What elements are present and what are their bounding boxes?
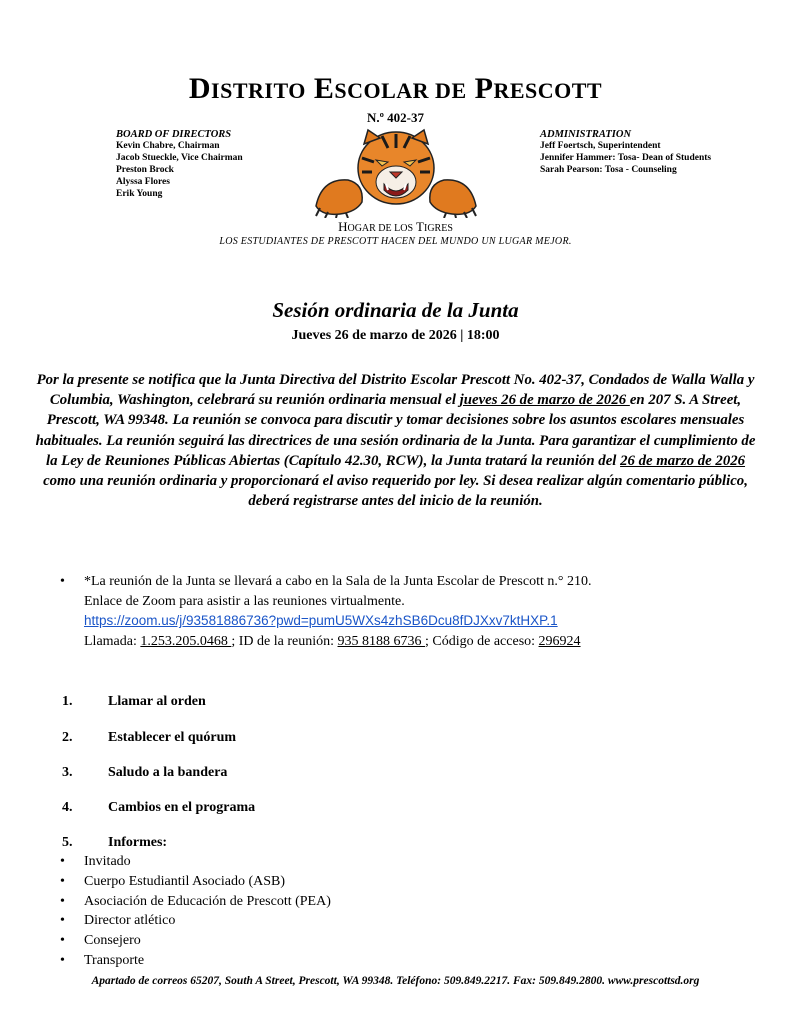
board-heading: BOARD OF DIRECTORS: [116, 129, 232, 140]
meeting-info: [60, 572, 760, 651]
agenda-item: 4. Cambios en el programa: [62, 800, 256, 815]
board-member: Jacob Stueckle, Vice Chairman: [116, 153, 243, 163]
board-member: Alyssa Flores: [116, 177, 170, 187]
tiger-logo-icon: [312, 128, 480, 218]
admin-member: Jeff Foertsch, Superintendent: [540, 141, 661, 151]
agenda-item: 2. Establecer el quórum: [62, 730, 237, 745]
list-item: • Consejero: [60, 931, 331, 951]
notice-date-1: jueves 26 de marzo de 2026: [459, 392, 630, 409]
session-title: Sesión ordinaria de la Junta: [272, 298, 519, 322]
zoom-link[interactable]: https://zoom.us/j/93581886736?pwd=pumU5WXs4zhSB6Dcu8fDJXxv7ktHXP.1: [84, 613, 558, 628]
footer-address: Apartado de correos 65207, South A Street, Prescott, WA 99348. Teléfono: 509.849.2217. Fax: 509.849.2800. www.prescottsd.org: [91, 975, 700, 987]
reports-list: [60, 852, 331, 971]
call-number[interactable]: 1.253.205.0468: [140, 633, 232, 649]
meeting-notice: Por la presente se notifica que la Junta Directiva del Distrito Escolar Prescott No. 402-37, Condados de Walla Walla y Columbia, Washington, celebrará su reunión ordinaria mensual el jueves 26 de marzo de 2026 en 207 S. A Street, Prescott, WA 99348. La reunión se convoca para discutir y tomar decisiones sobre los asuntos escolares mensuales habituales. La reunión seguirá las directrices de una sesión ordinaria de la Junta. Para garantizar el cumplimiento de la Ley de Reuniones Públicas Abiertas (Capítulo 42.30, RCW), la Junta tratará la reunión del 26 de marzo de 2026 como una reunión ordinaria y proporcionará el aviso requerido por ley. Si desea realizar algún comentario público, deberá registrarse antes del inicio de la reunión.: [35, 372, 756, 510]
district-number: N.º 402-37: [366, 110, 424, 125]
board-of-directors: [116, 129, 243, 200]
admin-member: Sarah Pearson: Tosa - Counseling: [540, 165, 677, 175]
admin-member: Jennifer Hammer: Tosa- Dean of Students: [540, 153, 712, 163]
school-motto: LOS ESTUDIANTES DE PRESCOTT HACEN DEL MUNDO UN LUGAR MEJOR.: [219, 236, 572, 247]
agenda-item: 5. Informes:: [62, 835, 168, 850]
home-of-tigers: HOGAR DE LOS TIGRES: [338, 219, 453, 234]
list-item: • Invitado: [60, 852, 331, 872]
district-title: DISTRITO ESCOLAR DE PRESCOTT: [188, 72, 603, 105]
session-date: Jueves 26 de marzo de 2026 | 18:00: [291, 328, 500, 343]
bullet: •: [60, 574, 65, 589]
admin-heading: ADMINISTRATION: [540, 129, 632, 140]
list-item: • Cuerpo Estudiantil Asociado (ASB): [60, 872, 331, 892]
list-item: • Asociación de Educación de Prescott (PEA): [60, 892, 331, 912]
board-member: Kevin Chabre, Chairman: [116, 141, 220, 151]
list-item: • Transporte: [60, 951, 331, 971]
meeting-id: 935 8188 6736: [337, 633, 426, 649]
board-member: Erik Young: [116, 189, 163, 199]
access-code: 296924: [538, 633, 581, 649]
zoom-text: Enlace de Zoom para asistir a las reuniones virtualmente.: [84, 593, 405, 609]
administration: [540, 129, 711, 176]
list-item: • Director atlético: [60, 911, 331, 931]
agenda-item: 1. Llamar al orden: [62, 694, 206, 709]
board-member: Preston Brock: [116, 165, 174, 175]
notice-date-2: 26 de marzo de 2026: [620, 452, 746, 469]
agenda-item: 3. Saludo a la bandera: [62, 765, 228, 780]
dial-in-line: Llamada: 1.253.205.0468 ; ID de la reunión: 935 8188 6736 ; Código de acceso: 296924: [84, 633, 581, 649]
meeting-location: *La reunión de la Junta se llevará a cabo en la Sala de la Junta Escolar de Prescott n.° 210.: [84, 574, 592, 589]
